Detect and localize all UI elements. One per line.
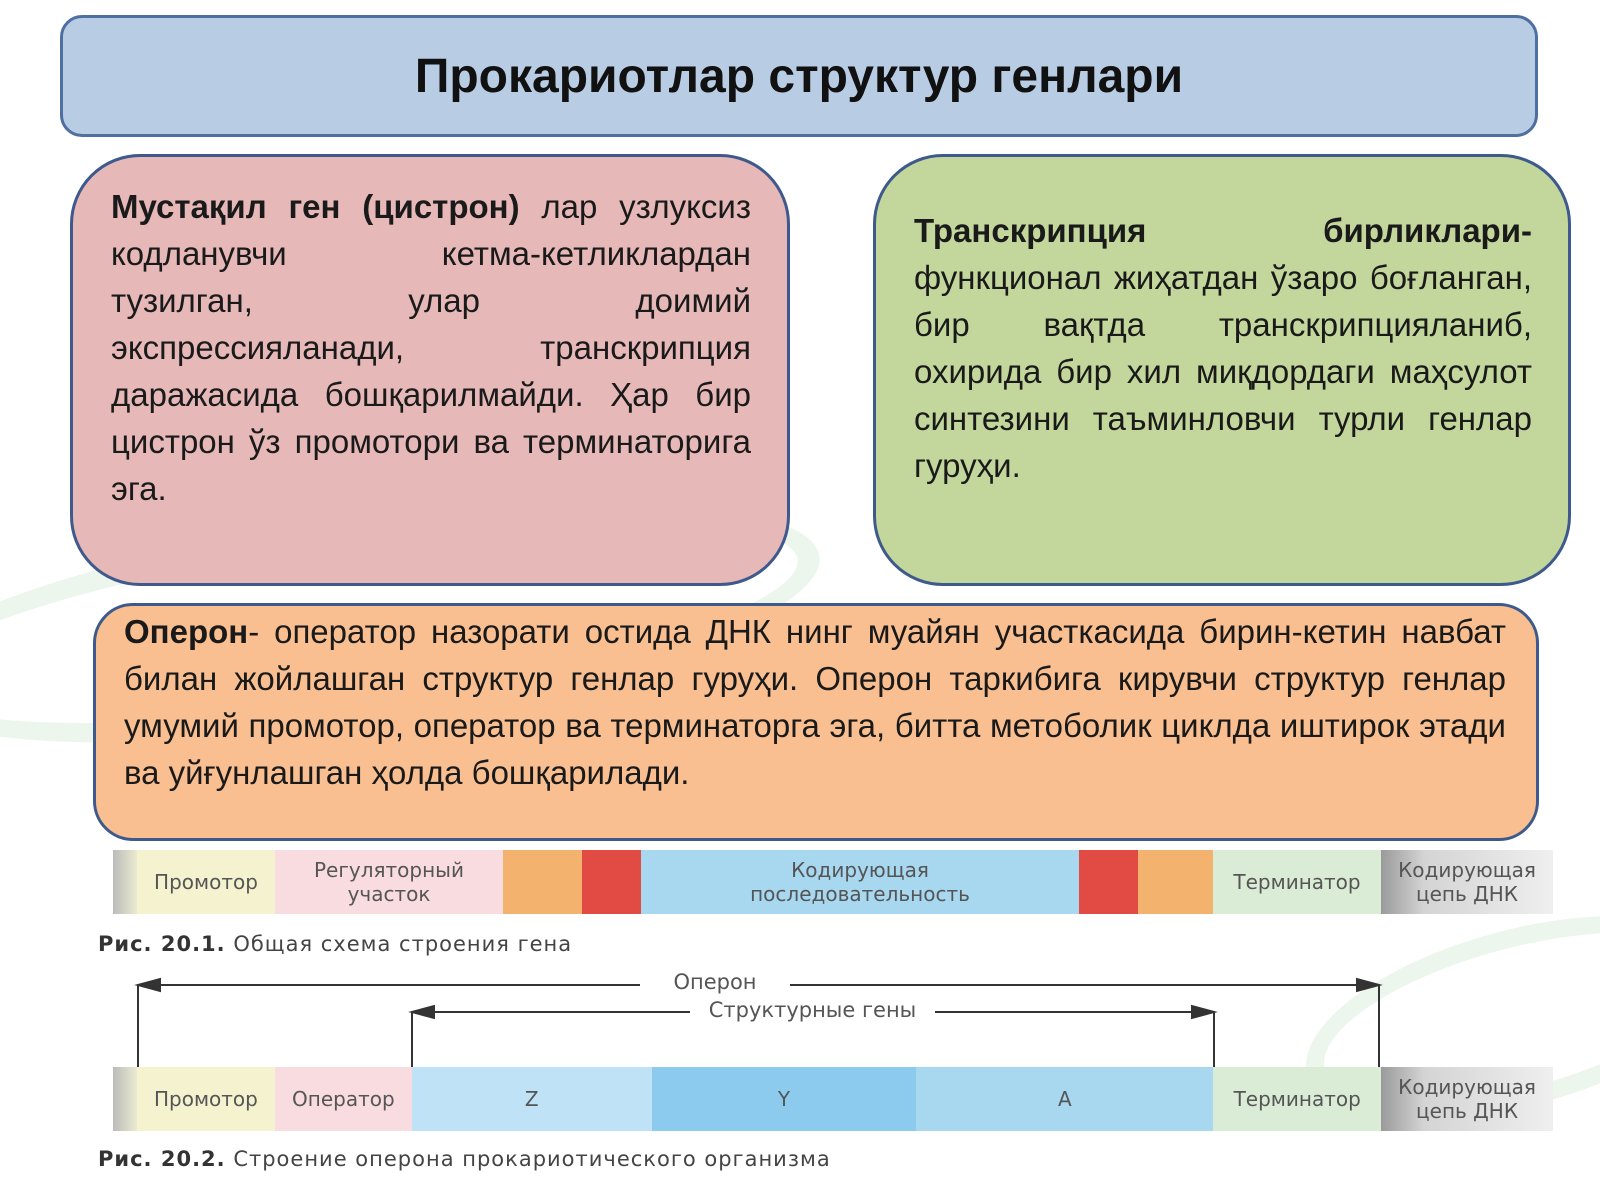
figure-caption-text: Общая схема строения гена (233, 932, 573, 956)
figure-caption-label: Рис. 20.2. (98, 1147, 226, 1171)
independent-gene-box (70, 154, 790, 586)
strip-edge (113, 1067, 137, 1131)
orange-block (503, 850, 582, 914)
figure-caption (98, 932, 572, 956)
red-block (1079, 850, 1138, 914)
transcription-units-text: функционал жиҳатдан ўзаро боғланган, бир вақтда транскрипцияланиб, охирида бир хил миқдордаги маҳсулот синтезини таъминловчи турли генлар гуруҳи. (914, 259, 1532, 484)
terminator-segment: Терминатор (1213, 1067, 1381, 1131)
terminator-segment: Терминатор (1213, 850, 1381, 914)
independent-gene-term: Мустақил ген (цистрон) (111, 188, 520, 225)
title-banner (60, 15, 1538, 137)
operator-segment: Оператор (275, 1067, 412, 1131)
promoter-segment: Промотор (137, 1067, 275, 1131)
gene-z-segment: Z (412, 1067, 652, 1131)
strip-edge (113, 850, 137, 914)
operon-box (93, 603, 1539, 841)
gene-y-segment: Y (652, 1067, 917, 1131)
operon-label: Оперон (673, 970, 757, 994)
transcription-units-term: Транскрипция бирликлари- (914, 212, 1532, 249)
dna-strand-segment: Кодирующая цепь ДНК (1381, 850, 1553, 914)
promoter-segment: Промотор (137, 850, 275, 914)
gene-structure-strip (113, 850, 1553, 914)
red-block (582, 850, 641, 914)
figure-caption-text: Строение оперона прокариотического организма (233, 1147, 831, 1171)
operon-term: Оперон (124, 613, 249, 650)
operon-structure-strip (113, 1067, 1553, 1131)
transcription-units-box (873, 154, 1571, 586)
independent-gene-text: лар узлуксиз кодланувчи кетма-кетликлардан тузилган, улар доимий экспрессияланади, транскрипция даражасида бошқарилмайди. Ҳар бир цистрон ўз промотори ва терминаторига эга. (111, 188, 751, 507)
orange-block (1138, 850, 1213, 914)
dna-strand-segment: Кодирующая цепь ДНК (1381, 1067, 1553, 1131)
figure-caption (98, 1147, 831, 1171)
operon-text: - оператор назорати остида ДНК нинг муайян участкасида бирин-кетин навбат билан жойлашган структур генлар гуруҳи. Оперон таркибига кирувчи структур генлар умумий промотор, оператор ва терминаторга эга, битта метоболик циклда иштирок этади ва уйғунлашган ҳолда бошқарилади. (124, 613, 1506, 791)
figure-caption-label: Рис. 20.1. (98, 932, 226, 956)
gene-a-segment: A (916, 1067, 1213, 1131)
page-title: Прокариотлар структур генлари (414, 49, 1184, 103)
structural-genes-label: Структурные гены (708, 998, 917, 1022)
regulatory-segment: Регуляторный участок (275, 850, 503, 914)
coding-segment: Кодирующая последовательность (641, 850, 1079, 914)
